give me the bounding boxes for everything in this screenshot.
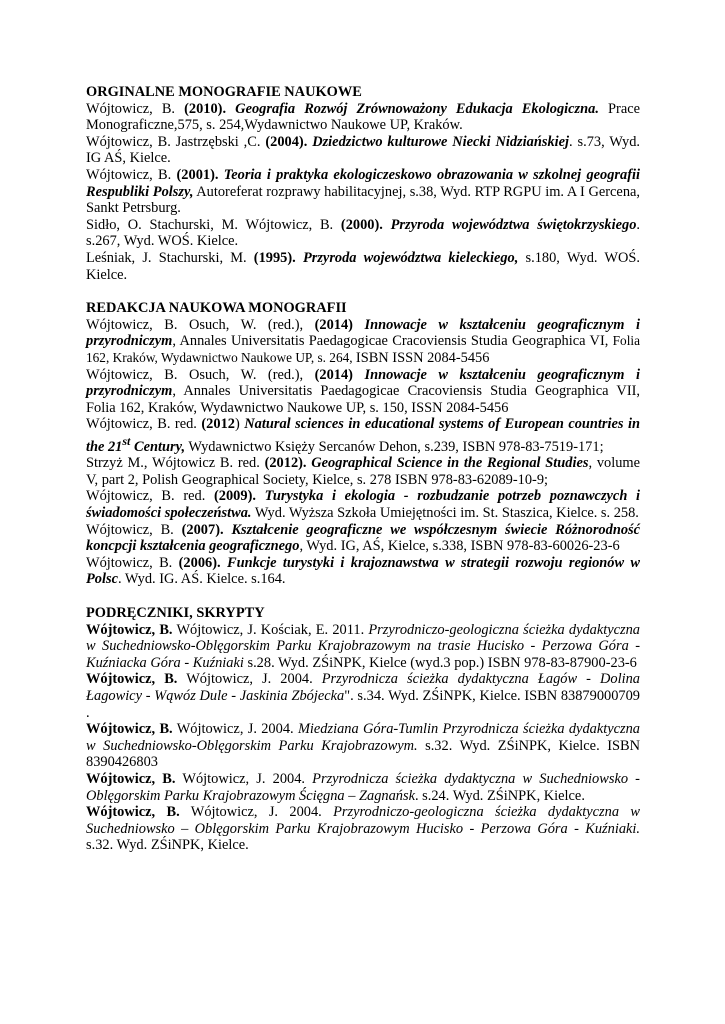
entry-year: (2012 — [201, 416, 235, 433]
entry-authors: Wójtowicz, J. 2004. — [179, 804, 334, 821]
entry-authors: Wójtowicz, J. 2004. — [177, 671, 322, 688]
bibliography-entry — [86, 488, 640, 521]
bibliography-entry — [86, 101, 640, 134]
entry-title: Turystyka i ekologia - rozbudzanie potrzeb poznawczych i świadomości społeczeństwa. — [86, 488, 641, 522]
entry-title: Dziedzictwo kulturowe Niecki Nidziańskiej — [312, 133, 570, 150]
entry-lead-author: Wójtowicz, B. — [86, 804, 180, 821]
entry-authors: Wójtowicz, J. 2004. — [172, 721, 298, 738]
bibliography-entry — [86, 134, 640, 167]
entry-title: Przyrodniczo-geologiczna ścieżka dydaktyczna w Suchedniowsko-Oblęgorskim Parku Krajobrazowym na trasie Hucisko - Perzowa Góra - Kuźniacka Góra - Kuźniaki — [86, 621, 640, 671]
entry-authors: Wójtowicz, B. Osuch, W. (red.), — [86, 316, 315, 333]
entry-details: . s.24. Wyd. ZŚiNPK, Kielce. — [414, 787, 585, 804]
entry-isbn: ISBN ISSN 2084-5456 — [355, 349, 490, 366]
entry-year-close: ) — [234, 416, 245, 433]
bibliography-entry — [86, 250, 640, 283]
entry-title: Przyrodnicza ścieżka dydaktyczna Łagów - Dolina Łagowicy - Wąwóz Dule - Jaskinia Zbójecka — [86, 671, 640, 704]
entry-title: Przyroda województwa kieleckiego, — [302, 249, 519, 266]
entry-details: . s.73, Wyd. IG AŚ, Kielce. — [86, 133, 641, 167]
entry-authors: Wójtowicz, J. Kościak, E. 2011. — [172, 621, 369, 638]
entry-authors: Wójtowicz, B. Osuch, W. (red.), — [86, 366, 315, 383]
entry-title: Natural sciences in educational systems of European countries in the 21 — [86, 416, 641, 455]
entry-details: Wyd. Wyższa Szkoła Umiejętności im. St. Staszica, Kielce. s. 258. — [251, 505, 639, 522]
entry-title: Przyrodniczo-geologiczna ścieżka dydaktyczna w Suchedniowsko – Oblęgorskim Parku Krajobrazowym Hucisko - Perzowa Góra - Kuźniaki. — [86, 804, 640, 837]
entry-details: , Wyd. IG, AŚ, Kielce, s.338, ISBN 978-83-60026-23-6 — [299, 538, 620, 555]
entry-year: (2014) — [314, 366, 365, 383]
entry-year: (2001). — [176, 166, 224, 183]
entry-title: Miedziana Góra-Tumlin Przyrodnicza ścieżka dydaktyczna w Suchedniowsko-Oblęgorskim Parku Krajobrazowym. — [86, 721, 640, 754]
entry-details: s.32. Wyd. ZŚiNPK, Kielce. — [86, 837, 249, 854]
section-title: ORGINALNE MONOGRAFIE NAUKOWE — [86, 84, 362, 100]
entry-details-small: Folia 162, Kraków, Wydawnictwo Naukowe UP, s. 264, — [86, 333, 640, 365]
bibliography-entry — [86, 217, 640, 250]
entry-title: Innowacje w kształceniu geograficznym i przyrodniczym — [86, 366, 641, 400]
entry-authors: Wójtowicz, J. 2004. — [175, 770, 313, 787]
bibliography-entry — [86, 721, 640, 771]
entry-year: (2010). — [184, 100, 236, 117]
entry-details: s.32. Wyd. ZŚiNPK, Kielce. ISBN 8390426803 — [86, 737, 640, 771]
entry-title: Geographical Science in the Regional Studies — [311, 455, 589, 472]
bibliography-entry — [86, 367, 640, 417]
entry-authors: Leśniak, J. Stachurski, M. — [86, 249, 254, 266]
section-title: REDAKCJA NAUKOWA MONOGRAFII — [86, 300, 347, 317]
document-body — [86, 84, 640, 854]
entry-details: s.28. Wyd. ZŚiNPK, Kielce (wyd.3 pop.) ISBN 978-83-87900-23-6 — [243, 654, 637, 671]
bibliography-entry — [86, 522, 640, 555]
entry-lead-author: Wójtowicz, B. — [86, 671, 178, 688]
entry-details: Autoreferat rozprawy habilitacyjnej, s.38, Wyd. RTP RGPU im. A I Gercena, Sankt Petrsburg. — [86, 183, 640, 217]
entry-title: Geografia Rozwój Zrównoważony Edukacja Ekologiczna. — [235, 100, 599, 117]
entry-authors: Wójtowicz, B. red. — [86, 416, 202, 433]
section-scientific-editing — [86, 300, 640, 588]
entry-year: (2000). — [340, 216, 391, 233]
section-spacer — [86, 283, 640, 300]
bibliography-entry — [86, 622, 640, 672]
bibliography-entry — [86, 455, 640, 488]
entry-authors: Wójtowicz, B. — [86, 554, 179, 571]
entry-details: , Annales Universitatis Paedagogicae Cracoviensis Studia Geographica VI, — [172, 333, 613, 350]
entry-details: . s.267, Wyd. WOŚ. Kielce. — [86, 216, 640, 250]
entry-authors: Wójtowicz, B. — [86, 166, 177, 183]
bibliography-entry — [86, 555, 640, 588]
entry-year: (1995). — [253, 249, 303, 266]
entry-details: , volume V, part 2, Polish Geographical Society, Kielce, s. 278 ISBN 978-83-62089-10-9; — [86, 455, 640, 488]
entry-year: (2012). — [264, 455, 312, 472]
bibliography-entry — [86, 671, 640, 721]
entry-authors: Strzyż M., Wójtowicz B. red. — [86, 455, 265, 472]
section-spacer — [86, 588, 640, 605]
entry-lead-author: Wójtowicz, B. — [86, 721, 173, 738]
entry-year: (2014) — [314, 316, 365, 333]
bibliography-entry — [86, 804, 640, 854]
entry-title: Przyroda województwa świętokrzyskiego — [390, 216, 637, 233]
entry-details: Wydawnictwo Księży Sercanów Dehon, s.239, ISBN 978-83-7519-171; — [185, 438, 604, 455]
entry-authors: Sidło, O. Stachurski, M. Wójtowicz, B. — [86, 216, 341, 233]
entry-year: (2006). — [178, 554, 227, 571]
entry-year: (2007). — [181, 521, 232, 538]
entry-lead-author: Wójtowicz, B. — [86, 621, 173, 638]
entry-details: Prace Monograficzne,575, s. 254,Wydawnictwo Naukowe UP, Kraków. — [86, 100, 640, 134]
entry-year: (2009). — [214, 488, 265, 505]
entry-title: Teoria i praktyka ekologiczeskowo obrazowania w szkolnej geografii Respubliki Polszy, — [86, 166, 641, 200]
entry-title-end: Century, — [130, 438, 186, 455]
entry-details: ". s.34. Wyd. ZŚiNPK, Kielce. ISBN 83879000709 . — [86, 687, 640, 721]
entry-title: Kształcenie geograficzne we współczesnym świecie Różnorodność koncpcji kształcenia geograficznego — [86, 521, 641, 555]
bibliography-entry — [86, 317, 640, 367]
entry-title-superscript: st — [122, 433, 131, 448]
entry-lead-author: Wójtowicz, B. — [86, 770, 176, 787]
entry-title: Przyrodnicza ścieżka dydaktyczna w Suchedniowsko - Oblęgorskim Parku Krajobrazowym Ścięgna – Zagnańsk — [86, 770, 640, 804]
entry-details: . Wyd. IG. AŚ. Kielce. s.164. — [117, 571, 286, 588]
section-original-monographs — [86, 84, 640, 283]
entry-title: Funkcje turystyki i krajoznawstwa w strategii rozwoju regionów w Polsc — [86, 554, 641, 588]
entry-details: , Annales Universitatis Paedagogicae Cracoviensis Studia Geographica VII, Folia 162, Kraków, Wydawnictwo Naukowe UP, s. 150, ISSN 2084-5456 — [86, 383, 640, 416]
bibliography-entry — [86, 416, 640, 455]
entry-authors: Wójtowicz, B. Jastrzębski ,C. — [86, 133, 266, 150]
entry-authors: Wójtowicz, B. — [86, 100, 185, 117]
entry-year: (2004). — [265, 133, 313, 150]
bibliography-entry — [86, 167, 640, 217]
bibliography-entry — [86, 771, 640, 804]
entry-authors: Wójtowicz, B. red. — [86, 488, 214, 505]
section-title: PODRĘCZNIKI, SKRYPTY — [86, 605, 265, 622]
entry-details: s.180, Wyd. WOŚ. Kielce. — [86, 249, 641, 283]
entry-authors: Wójtowicz, B. — [86, 521, 182, 538]
section-textbooks-scripts — [86, 605, 640, 854]
entry-title: Innowacje w kształceniu geograficznym i przyrodniczym — [86, 316, 641, 350]
